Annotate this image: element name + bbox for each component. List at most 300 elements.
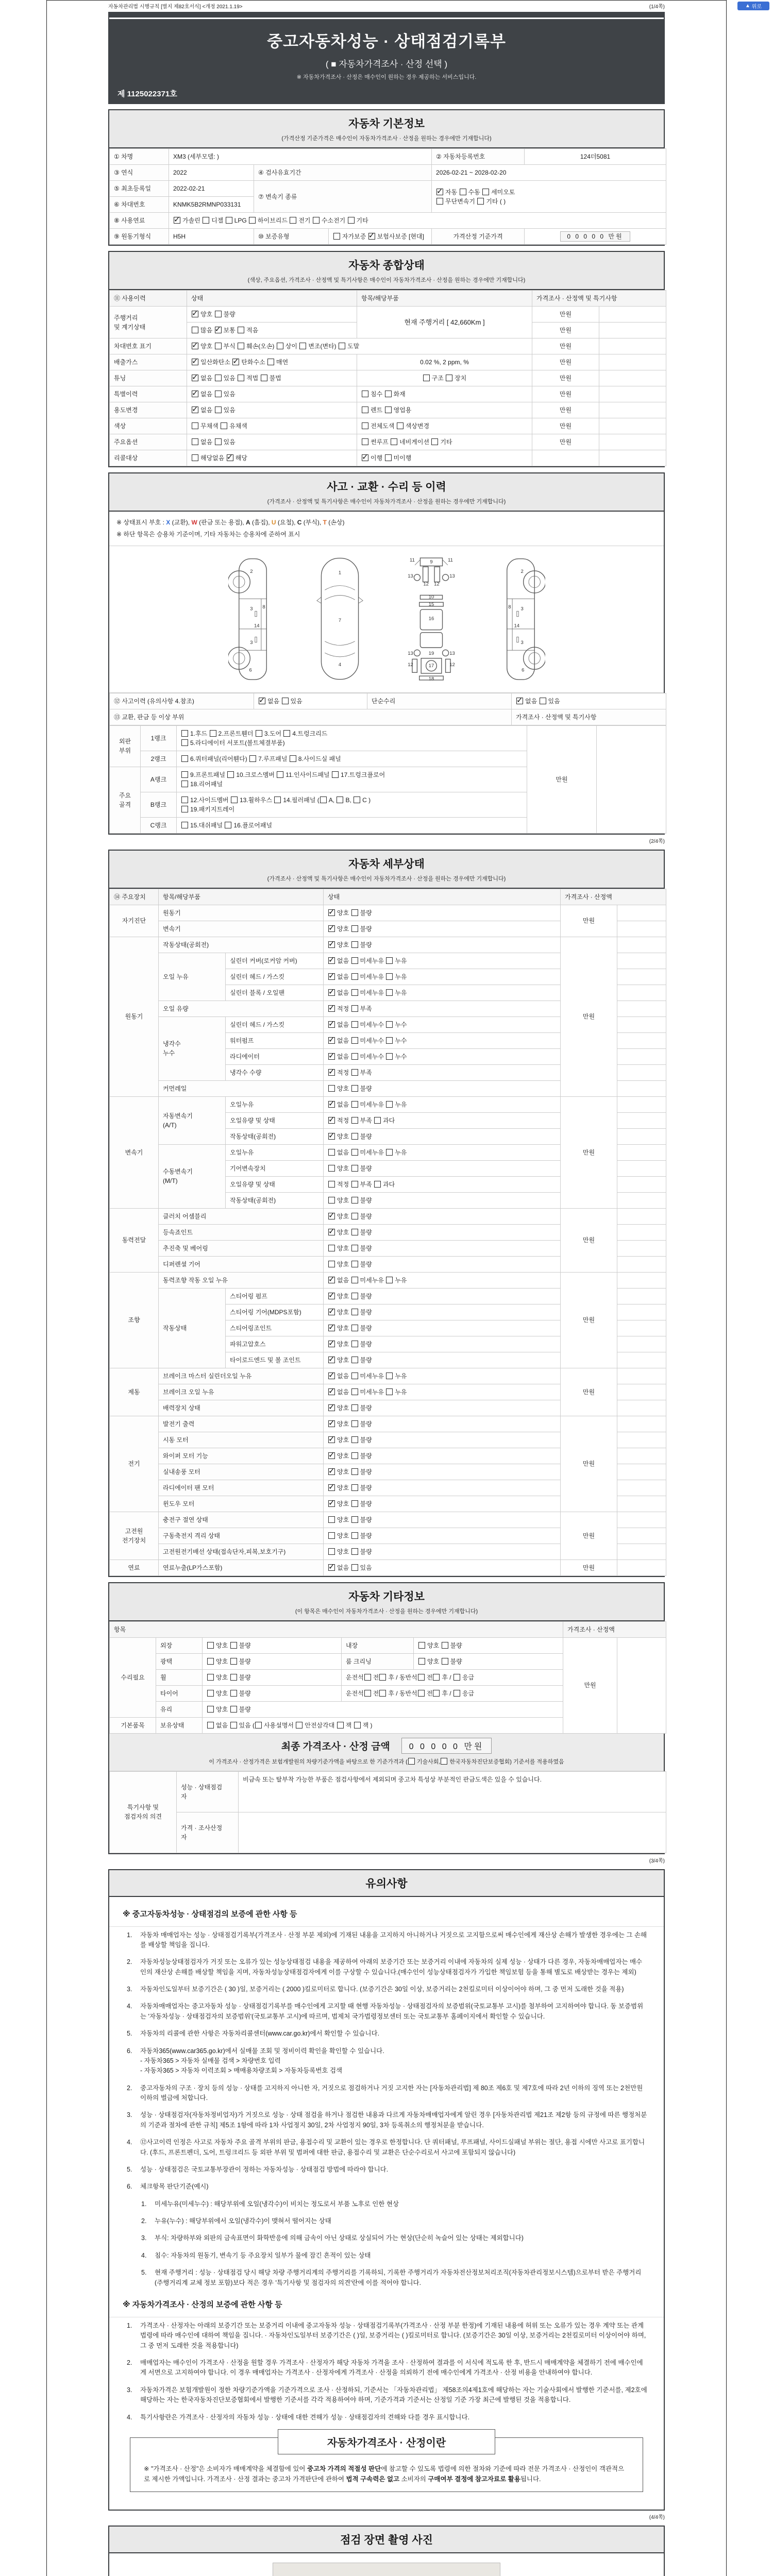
- checkbox-unchecked[interactable]: [423, 375, 430, 381]
- checkbox-unchecked[interactable]: [351, 1372, 358, 1379]
- checkbox-unchecked[interactable]: [328, 1149, 335, 1156]
- checkbox-unchecked[interactable]: [351, 1500, 358, 1507]
- checkbox-unchecked[interactable]: [296, 1722, 303, 1728]
- table-cell: [357, 307, 532, 338]
- checkbox-unchecked[interactable]: [333, 233, 340, 240]
- checkbox-unchecked[interactable]: [328, 1245, 335, 1251]
- text: 주요옵션: [114, 438, 138, 446]
- checkbox-checked[interactable]: [328, 1325, 335, 1331]
- table-cell: [110, 889, 159, 905]
- checkbox-unchecked[interactable]: [348, 217, 355, 224]
- checkbox-unchecked[interactable]: [313, 217, 320, 224]
- checkbox-unchecked[interactable]: [351, 1293, 358, 1299]
- checkbox-checked[interactable]: [328, 1005, 335, 1012]
- checkbox-checked[interactable]: [192, 359, 198, 365]
- checkbox-unchecked[interactable]: [203, 217, 209, 224]
- checkbox-unchecked[interactable]: [351, 925, 358, 932]
- checkbox-unchecked[interactable]: [277, 343, 283, 349]
- checkbox-unchecked[interactable]: [386, 989, 393, 996]
- checkbox-checked[interactable]: [362, 454, 368, 461]
- checkbox-unchecked[interactable]: [290, 755, 296, 762]
- text: 항목/해당부품: [163, 893, 200, 901]
- checkbox-unchecked[interactable]: [181, 771, 188, 778]
- caution-item-number: 5.: [127, 2165, 132, 2173]
- text: ⑪ 사용이력: [114, 295, 146, 302]
- checkbox-unchecked[interactable]: [442, 1642, 448, 1649]
- text: 만원: [582, 1460, 595, 1468]
- text: 기타 ( ): [486, 197, 506, 205]
- checkbox-unchecked[interactable]: [351, 1388, 358, 1395]
- checkbox-unchecked[interactable]: [207, 1722, 214, 1728]
- checkbox-unchecked[interactable]: [362, 438, 368, 445]
- checkbox-unchecked[interactable]: [215, 311, 222, 317]
- text: 11.인사이드패널: [285, 771, 331, 778]
- checkbox-unchecked[interactable]: [436, 198, 443, 205]
- text: ② 자동차등록번호: [436, 153, 485, 160]
- checkbox-unchecked[interactable]: [339, 343, 345, 349]
- checkbox-unchecked[interactable]: [255, 1722, 262, 1728]
- checkbox-unchecked[interactable]: [210, 730, 216, 737]
- checkbox-unchecked[interactable]: [351, 1213, 358, 1219]
- text: 미이행: [393, 454, 412, 462]
- checkbox-unchecked[interactable]: [433, 1690, 440, 1697]
- checkbox-unchecked[interactable]: [351, 1101, 358, 1108]
- checkbox-checked[interactable]: [174, 217, 180, 224]
- checkbox-unchecked[interactable]: [351, 1117, 358, 1124]
- checkbox-unchecked[interactable]: [351, 1532, 358, 1539]
- text: 됩니다.: [520, 2475, 541, 2483]
- checkbox-unchecked[interactable]: [386, 957, 393, 964]
- checkbox-unchecked[interactable]: [328, 1197, 335, 1204]
- checkbox-unchecked[interactable]: [351, 1021, 358, 1028]
- checkbox-unchecked[interactable]: [379, 1690, 386, 1697]
- checkbox-unchecked[interactable]: [230, 1642, 237, 1649]
- checkbox-unchecked[interactable]: [230, 1722, 237, 1728]
- table-cell: [226, 1288, 324, 1304]
- checkbox-unchecked[interactable]: [385, 454, 392, 461]
- checkbox-checked[interactable]: [215, 327, 222, 333]
- checkbox-unchecked[interactable]: [397, 422, 404, 429]
- checkbox-unchecked[interactable]: [386, 1037, 393, 1044]
- checkbox-unchecked[interactable]: [215, 406, 222, 413]
- table-row: [110, 1208, 666, 1224]
- text: 수소전기: [321, 217, 347, 224]
- checkbox-unchecked[interactable]: [207, 1674, 214, 1681]
- checkbox-unchecked[interactable]: [320, 796, 327, 803]
- checkbox-unchecked[interactable]: [351, 1053, 358, 1060]
- text: 10.크로스멤버: [236, 771, 277, 778]
- checkbox-checked[interactable]: [328, 973, 335, 980]
- checkbox-unchecked[interactable]: [351, 909, 358, 916]
- checkbox-unchecked[interactable]: [230, 1706, 237, 1713]
- scroll-top-button[interactable]: [737, 2, 769, 10]
- table-cell: [561, 1512, 617, 1560]
- text: 없음: [525, 697, 539, 705]
- checkbox-checked[interactable]: [328, 989, 335, 996]
- form-rule-reference: 자동차관리법 시행규칙 [별지 제82호서식] <개정 2021.1.19>: [108, 4, 243, 10]
- checkbox-unchecked[interactable]: [299, 343, 306, 349]
- checkbox-checked[interactable]: [328, 1341, 335, 1347]
- text: 양호: [337, 1196, 351, 1204]
- text: 불량: [360, 909, 372, 917]
- checkbox-checked[interactable]: [368, 233, 375, 240]
- checkbox-unchecked[interactable]: [192, 454, 198, 461]
- checkbox-unchecked[interactable]: [351, 1085, 358, 1092]
- text: 적법: [246, 375, 260, 382]
- table-cell: [324, 1001, 561, 1016]
- table-cell: [324, 1240, 561, 1256]
- checkbox-unchecked[interactable]: [351, 1404, 358, 1411]
- checkbox-checked[interactable]: [328, 1500, 335, 1507]
- checkbox-unchecked[interactable]: [192, 438, 198, 445]
- panel-number-label: 13: [407, 650, 413, 656]
- table-cell: [159, 1096, 226, 1144]
- checkbox-unchecked[interactable]: [181, 822, 188, 828]
- checkbox-checked[interactable]: [328, 1309, 335, 1315]
- checkbox-unchecked[interactable]: [385, 406, 392, 413]
- checkbox-unchecked[interactable]: [460, 189, 466, 195]
- text: 네비게이션: [399, 438, 431, 446]
- checkbox-unchecked[interactable]: [364, 1690, 371, 1697]
- text: 양호: [337, 1228, 351, 1236]
- checkbox-unchecked[interactable]: [362, 422, 368, 429]
- checkbox-unchecked[interactable]: [540, 698, 546, 704]
- table-cell: [226, 1352, 324, 1368]
- checkbox-checked[interactable]: [328, 1468, 335, 1475]
- table-cell: [110, 1416, 159, 1512]
- text: 냉각수 수량: [230, 1069, 262, 1076]
- checkbox-unchecked[interactable]: [277, 771, 283, 778]
- checkbox-unchecked[interactable]: [351, 1484, 358, 1491]
- checkbox-unchecked[interactable]: [364, 1674, 371, 1681]
- checkbox-checked[interactable]: [328, 957, 335, 964]
- checkbox-checked[interactable]: [328, 941, 335, 948]
- checkbox-unchecked[interactable]: [351, 973, 358, 980]
- checkbox-unchecked[interactable]: [482, 189, 489, 195]
- checkbox-checked[interactable]: [328, 1213, 335, 1219]
- checkbox-unchecked[interactable]: [351, 1564, 358, 1571]
- table-cell: [159, 1368, 324, 1384]
- text: 오일 유량: [163, 1005, 189, 1012]
- checkbox-unchecked[interactable]: [351, 1468, 358, 1475]
- page-indicator-4: (4/4쪽): [649, 2514, 665, 2520]
- checkbox-checked[interactable]: [516, 698, 523, 704]
- checkbox-unchecked[interactable]: [386, 1277, 393, 1283]
- text: 자동차가격은 보험개발원이 정한 차량기준가액을 기준가격으로 조사 · 산정하되, 기준서는 「자동차관리법」 제58조의4제1호에 해당하는 자는 기술사회에서 발행한 기준서를, 제2호에 해당하는 자는 한국자동차진단보증협회에서 발행한 기준서를 각각 적용하여야 하며, 기준가격과 기준서는 산정일 기준 가장 최근에 발행된 것을 적용합니다.: [140, 2386, 647, 2404]
- checkbox-unchecked[interactable]: [379, 1674, 386, 1681]
- caution-item: [109, 2025, 664, 2042]
- checkbox-checked[interactable]: [328, 1436, 335, 1443]
- checkbox-checked[interactable]: [192, 391, 198, 397]
- checkbox-checked[interactable]: [328, 1229, 335, 1235]
- checkbox-unchecked[interactable]: [351, 1548, 358, 1555]
- text: 있음: [223, 406, 236, 414]
- checkbox-unchecked[interactable]: [328, 1548, 335, 1555]
- checkbox-unchecked[interactable]: [351, 1005, 358, 1012]
- text: 가격조사 · 산정액 및 특기사항: [536, 295, 617, 302]
- checkbox-unchecked[interactable]: [351, 1037, 358, 1044]
- text: 과다: [383, 1116, 395, 1124]
- checkbox-unchecked[interactable]: [351, 1452, 358, 1459]
- checkbox-checked[interactable]: [328, 1037, 335, 1044]
- checkbox-unchecked[interactable]: [332, 771, 339, 778]
- final-price-band: [109, 1734, 664, 1771]
- checkbox-unchecked[interactable]: [328, 1516, 335, 1523]
- checkbox-unchecked[interactable]: [386, 1149, 393, 1156]
- checkbox-unchecked[interactable]: [386, 1101, 393, 1108]
- checkbox-checked[interactable]: [328, 1404, 335, 1411]
- checkbox-unchecked[interactable]: [337, 1722, 344, 1728]
- checkbox-unchecked[interactable]: [328, 1085, 335, 1092]
- checkbox-unchecked[interactable]: [207, 1658, 214, 1665]
- checkbox-unchecked[interactable]: [181, 806, 188, 812]
- table-cell: [599, 402, 666, 418]
- checkbox-unchecked[interactable]: [351, 1436, 358, 1443]
- checkbox-unchecked[interactable]: [181, 796, 188, 803]
- table-cell: [617, 1384, 666, 1400]
- caution-item-text: [155, 2268, 648, 2288]
- checkbox-unchecked[interactable]: [408, 1758, 415, 1765]
- checkbox-checked[interactable]: [328, 1388, 335, 1395]
- checkbox-unchecked[interactable]: [227, 771, 234, 778]
- checkbox-unchecked[interactable]: [362, 406, 368, 413]
- checkbox-checked[interactable]: [328, 1372, 335, 1379]
- table-cell: [617, 1368, 666, 1384]
- checkbox-unchecked[interactable]: [328, 1532, 335, 1539]
- checkbox-unchecked[interactable]: [267, 359, 274, 365]
- text: 양호: [427, 1641, 441, 1649]
- checkbox-unchecked[interactable]: [354, 796, 360, 803]
- table-cell: [324, 1560, 561, 1575]
- checkbox-unchecked[interactable]: [238, 375, 244, 381]
- caution-item-text: [140, 1930, 648, 1951]
- checkbox-checked[interactable]: [328, 1069, 335, 1076]
- table-cell: [324, 1400, 561, 1416]
- text: 8.사이드실 패널: [298, 755, 341, 762]
- caution-item-number: 1.: [141, 2200, 147, 2208]
- checkbox-unchecked[interactable]: [374, 1181, 381, 1188]
- text: 불량: [450, 1641, 462, 1649]
- checkbox-unchecked[interactable]: [181, 781, 188, 787]
- checkbox-unchecked[interactable]: [283, 730, 290, 737]
- table-cell: [617, 1192, 666, 1208]
- checkbox-checked[interactable]: [328, 909, 335, 916]
- checkbox-unchecked[interactable]: [418, 1690, 425, 1697]
- checkbox-unchecked[interactable]: [225, 822, 231, 828]
- panel-rank-table: [109, 725, 664, 834]
- table-cell: [617, 969, 666, 985]
- checkbox-unchecked[interactable]: [351, 957, 358, 964]
- checkbox-checked[interactable]: [328, 1117, 335, 1124]
- checkbox-unchecked[interactable]: [215, 391, 222, 397]
- checkbox-unchecked[interactable]: [181, 739, 188, 746]
- checkbox-unchecked[interactable]: [230, 1674, 237, 1681]
- checkbox-checked[interactable]: [192, 311, 198, 317]
- table-cell: [159, 1480, 324, 1496]
- panel-number-label: 3: [249, 639, 253, 646]
- table-cell: [110, 937, 159, 1096]
- checkbox-unchecked[interactable]: [386, 1388, 393, 1395]
- text: 양호: [337, 1532, 351, 1539]
- checkbox-unchecked[interactable]: [351, 1245, 358, 1251]
- checkbox-unchecked[interactable]: [351, 1420, 358, 1427]
- checkbox-checked[interactable]: [328, 1133, 335, 1140]
- checkbox-unchecked[interactable]: [453, 1690, 460, 1697]
- checkbox-checked[interactable]: [328, 1484, 335, 1491]
- checkbox-unchecked[interactable]: [351, 1357, 358, 1363]
- checkbox-checked[interactable]: [328, 925, 335, 932]
- checkbox-checked[interactable]: [192, 375, 198, 381]
- checkbox-unchecked[interactable]: [418, 1642, 425, 1649]
- checkbox-unchecked[interactable]: [351, 1261, 358, 1267]
- checkbox-checked[interactable]: [328, 1452, 335, 1459]
- text: 양호: [337, 1292, 351, 1300]
- checkbox-unchecked[interactable]: [328, 1181, 335, 1188]
- checkbox-unchecked[interactable]: [374, 1117, 381, 1124]
- table-cell: [324, 1224, 561, 1240]
- checkbox-unchecked[interactable]: [391, 438, 397, 445]
- checkbox-unchecked[interactable]: [386, 973, 393, 980]
- checkbox-unchecked[interactable]: [351, 1516, 358, 1523]
- checkbox-unchecked[interactable]: [418, 1674, 425, 1681]
- table-cell: [532, 450, 599, 466]
- checkbox-checked[interactable]: [328, 1293, 335, 1299]
- checkbox-unchecked[interactable]: [418, 1658, 425, 1665]
- text: B랭크: [150, 801, 167, 808]
- table-cell: [159, 889, 324, 905]
- checkbox-unchecked[interactable]: [431, 438, 438, 445]
- checkbox-checked[interactable]: [328, 1420, 335, 1427]
- section-other-info: [108, 1582, 665, 1854]
- checkbox-checked[interactable]: [436, 189, 443, 195]
- text: 없음: [337, 1372, 351, 1380]
- checkbox-unchecked[interactable]: [282, 698, 289, 704]
- table-cell: [110, 1368, 159, 1416]
- checkbox-unchecked[interactable]: [192, 422, 198, 429]
- checkbox-unchecked[interactable]: [181, 730, 188, 737]
- caution-item: [109, 2317, 664, 2354]
- checkbox-checked[interactable]: [192, 343, 198, 349]
- checkbox-unchecked[interactable]: [442, 1658, 448, 1665]
- checkbox-unchecked[interactable]: [238, 327, 244, 333]
- text: 과다: [383, 1180, 395, 1188]
- checkbox-unchecked[interactable]: [453, 1674, 460, 1681]
- checkbox-unchecked[interactable]: [226, 217, 232, 224]
- checkbox-unchecked[interactable]: [386, 1372, 393, 1379]
- checkbox-unchecked[interactable]: [441, 1758, 447, 1765]
- checkbox-checked[interactable]: [328, 1021, 335, 1028]
- checkbox-unchecked[interactable]: [221, 422, 227, 429]
- checkbox-checked[interactable]: [192, 406, 198, 413]
- checkbox-unchecked[interactable]: [328, 1165, 335, 1172]
- text: 원동기: [163, 909, 181, 917]
- checkbox-unchecked[interactable]: [351, 1341, 358, 1347]
- checkbox-unchecked[interactable]: [238, 343, 244, 349]
- checkbox-unchecked[interactable]: [249, 755, 256, 762]
- checkbox-unchecked[interactable]: [249, 217, 256, 224]
- text: 전체도색: [371, 422, 396, 430]
- caution-item: [109, 2409, 664, 2426]
- checkbox-unchecked[interactable]: [351, 1069, 358, 1076]
- damage-code-t: T: [323, 519, 327, 526]
- checkbox-unchecked[interactable]: [207, 1642, 214, 1649]
- checkbox-checked[interactable]: [328, 1101, 335, 1108]
- checkbox-unchecked[interactable]: [351, 1229, 358, 1235]
- checkbox-unchecked[interactable]: [351, 1309, 358, 1315]
- checkbox-checked[interactable]: [227, 454, 233, 461]
- panel-number-label: 11: [409, 557, 415, 563]
- checkbox-unchecked[interactable]: [351, 1325, 358, 1331]
- checkbox-checked[interactable]: [232, 359, 239, 365]
- checkbox-unchecked[interactable]: [215, 375, 222, 381]
- checkbox-unchecked[interactable]: [230, 1690, 237, 1697]
- checkbox-unchecked[interactable]: [351, 941, 358, 948]
- checkbox-unchecked[interactable]: [351, 1149, 358, 1156]
- checkbox-unchecked[interactable]: [290, 217, 296, 224]
- table-cell: [226, 1096, 324, 1112]
- caution-item: [109, 2107, 664, 2134]
- checkbox-unchecked[interactable]: [207, 1706, 214, 1713]
- text: 변조(변타): [308, 343, 338, 350]
- checkbox-unchecked[interactable]: [351, 1165, 358, 1172]
- caution-item: [109, 2247, 664, 2264]
- checkbox-checked[interactable]: [328, 1053, 335, 1060]
- table-row: [110, 354, 666, 370]
- checkbox-unchecked[interactable]: [446, 375, 452, 381]
- price-assessment-definition-box: [130, 2437, 643, 2492]
- checkbox-checked[interactable]: [259, 698, 265, 704]
- checkbox-unchecked[interactable]: [215, 438, 222, 445]
- checkbox-unchecked[interactable]: [351, 1277, 358, 1283]
- caution-item-number: 3.: [127, 2111, 132, 2119]
- checkbox-unchecked[interactable]: [477, 198, 484, 205]
- checkbox-unchecked[interactable]: [231, 796, 238, 803]
- checkbox-unchecked[interactable]: [433, 1674, 440, 1681]
- checkbox-unchecked[interactable]: [385, 391, 392, 397]
- checkbox-unchecked[interactable]: [261, 375, 267, 381]
- table-cell: [617, 937, 666, 953]
- table-cell: [141, 817, 177, 833]
- checkbox-unchecked[interactable]: [230, 1658, 237, 1665]
- text: 색상: [114, 422, 126, 430]
- checkbox-unchecked[interactable]: [207, 1690, 214, 1697]
- checkbox-unchecked[interactable]: [215, 343, 222, 349]
- checkbox-unchecked[interactable]: [328, 1261, 335, 1267]
- checkbox-unchecked[interactable]: [351, 1181, 358, 1188]
- text: 실린더 헤드 / 가스킷: [230, 1021, 285, 1028]
- checkbox-checked[interactable]: [328, 1277, 335, 1283]
- checkbox-unchecked[interactable]: [362, 391, 368, 397]
- checkbox-unchecked[interactable]: [351, 1133, 358, 1140]
- checkbox-unchecked[interactable]: [274, 796, 281, 803]
- text: 작동상태(공회전): [163, 941, 209, 948]
- car-diagram-top: [313, 554, 366, 683]
- text: 실린더 헤드 / 가스킷: [230, 973, 285, 980]
- checkbox-unchecked[interactable]: [351, 1197, 358, 1204]
- checkbox-unchecked[interactable]: [386, 1021, 393, 1028]
- checkbox-unchecked[interactable]: [351, 989, 358, 996]
- checkbox-unchecked[interactable]: [354, 1722, 361, 1728]
- table-cell: [527, 725, 597, 833]
- checkbox-unchecked[interactable]: [256, 730, 262, 737]
- text: 불량: [360, 1212, 372, 1220]
- checkbox-unchecked[interactable]: [337, 796, 343, 803]
- checkbox-unchecked[interactable]: [181, 755, 188, 762]
- checkbox-unchecked[interactable]: [386, 1053, 393, 1060]
- checkbox-checked[interactable]: [328, 1564, 335, 1571]
- checkbox-checked[interactable]: [328, 1357, 335, 1363]
- checkbox-unchecked[interactable]: [192, 327, 198, 333]
